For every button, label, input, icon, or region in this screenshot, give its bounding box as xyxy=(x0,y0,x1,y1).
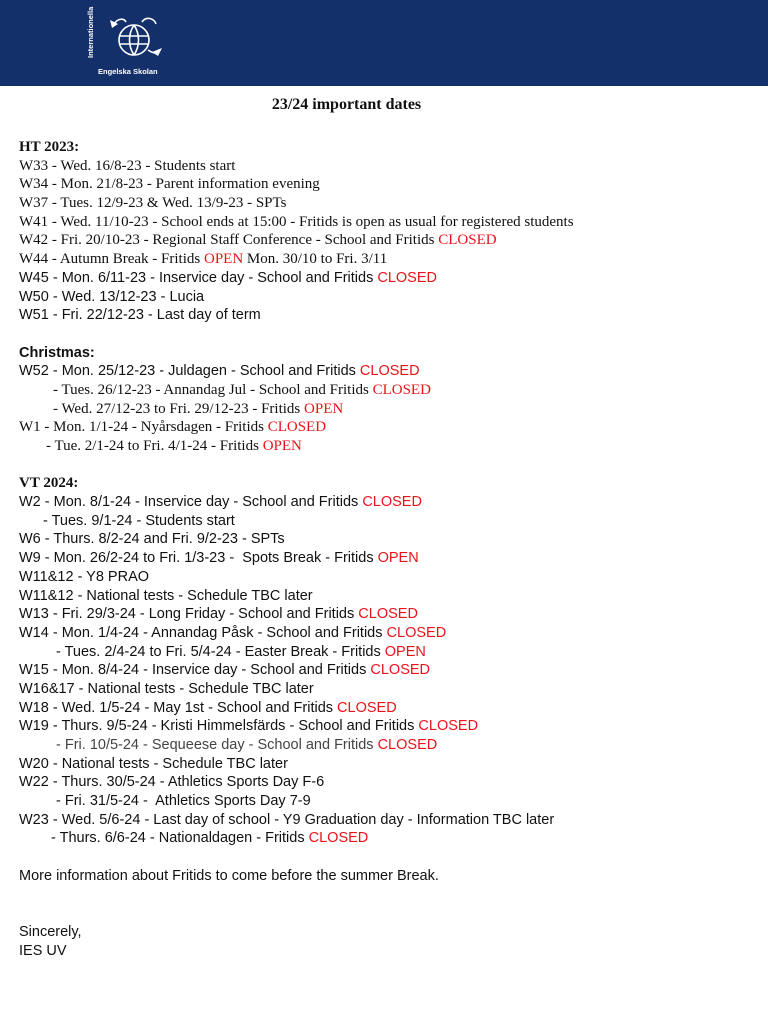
ht-date-line xyxy=(19,175,759,194)
closing-salutation: Sincerely, xyxy=(19,923,82,940)
date-text: - Tue. 2/1-24 to Fri. 4/1-24 - Fritids xyxy=(46,438,263,454)
date-text: W6 - Thurs. 8/2-24 and Fri. 9/2-23 - SPTs xyxy=(19,531,285,548)
date-text: W34 - Mon. 21/8-23 - Parent information evening xyxy=(19,176,320,193)
date-text: W45 - Mon. 6/11-23 - Inservice day - School and Fritids xyxy=(19,269,378,286)
closed-status: CLOSED xyxy=(438,232,497,249)
vt-date-line xyxy=(19,493,759,512)
vt-date-line xyxy=(19,568,759,587)
date-text: W11&12 - National tests - Schedule TBC later xyxy=(19,587,313,604)
vt-date-line xyxy=(19,587,759,606)
vt-heading: VT 2024: xyxy=(19,475,79,492)
date-text: W33 - Wed. 16/8-23 - Students start xyxy=(19,157,236,174)
date-text: - Tues. 2/4-24 to Fri. 5/4-24 - Easter Break - Fritids xyxy=(56,643,385,660)
vt-date-line xyxy=(19,811,759,830)
ht-date-line xyxy=(19,250,759,269)
vt-date-line xyxy=(19,792,759,811)
date-text: W15 - Mon. 8/4-24 - Inservice day - School and Fritids xyxy=(19,662,371,679)
logo-text: Engelska Skolan xyxy=(98,67,158,76)
vt-date-line xyxy=(19,512,759,531)
ht-date-line xyxy=(19,288,759,307)
date-text: W13 - Fri. 29/3-24 - Long Friday - School and Fritids xyxy=(19,606,359,623)
date-text: W16&17 - National tests - Schedule TBC later xyxy=(19,680,314,697)
vt-date-line xyxy=(19,680,759,699)
date-text: W14 - Mon. 1/4-24 - Annandag Påsk - School and Fritids xyxy=(19,624,387,641)
date-text: W23 - Wed. 5/6-24 - Last day of school - Y9 Graduation day - Information TBC later xyxy=(19,811,555,828)
date-text: W20 - National tests - Schedule TBC later xyxy=(19,755,288,772)
date-text: W51 - Fri. 22/12-23 - Last day of term xyxy=(19,307,261,324)
vt-date-line xyxy=(19,643,759,662)
closed-status: CLOSED xyxy=(370,662,431,679)
more-info-text: More information about Fritids to come before the summer Break. xyxy=(19,867,439,884)
signature: IES UV xyxy=(19,942,67,959)
closed-status: CLOSED xyxy=(377,269,437,286)
open-status: OPEN xyxy=(203,251,244,268)
ht-date-line xyxy=(19,231,759,250)
vt-date-line xyxy=(19,736,759,755)
date-text: W52 - Mon. 25/12-23 - Juldagen - School and Fritids xyxy=(19,363,360,380)
date-text: W44 - Autumn Break - Fritids xyxy=(19,251,204,268)
vt-date-line xyxy=(19,699,759,718)
ht-date-line xyxy=(19,269,759,288)
christmas-heading: Christmas: xyxy=(19,344,95,361)
closed-status: CLOSED xyxy=(418,718,479,735)
date-text: W11&12 - Y8 PRAO xyxy=(19,568,150,585)
closed-status: CLOSED xyxy=(308,830,369,847)
closed-status: CLOSED xyxy=(362,494,422,511)
vt-dates-list xyxy=(19,493,759,848)
christmas-date-line xyxy=(19,381,759,400)
ht-heading: HT 2023: xyxy=(19,139,80,155)
ht-date-line xyxy=(19,213,759,232)
date-text: W9 - Mon. 26/2-24 to Fri. 1/3-23 - Spots Break - Fritids xyxy=(19,550,378,567)
ht-date-line xyxy=(19,157,759,176)
date-text: - Tues. 9/1-24 - Students start xyxy=(43,512,235,529)
vt-date-line xyxy=(19,549,759,568)
vt-date-line xyxy=(19,773,759,792)
open-status: OPEN xyxy=(262,438,302,454)
date-text: - Fri. 31/5-24 - Athletics Sports Day 7-9 xyxy=(56,793,311,810)
logo-vertical-text: Internationella xyxy=(86,6,95,58)
vt-date-line xyxy=(19,624,759,643)
ht-date-line xyxy=(19,194,759,213)
open-status: OPEN xyxy=(304,400,344,417)
vt-date-line xyxy=(19,717,759,736)
ht-date-line xyxy=(19,306,759,325)
christmas-dates-list xyxy=(19,362,759,455)
vt-date-line xyxy=(19,755,759,774)
date-text: W42 - Fri. 20/10-23 - Regional Staff Conference - School and Fritids xyxy=(19,232,439,249)
vt-date-line xyxy=(19,530,759,549)
christmas-date-line xyxy=(19,400,759,419)
date-text: W1 - Mon. 1/1-24 - Nyårsdagen - Fritids xyxy=(19,419,268,436)
date-text: - Tues. 26/12-23 - Annandag Jul - School and Fritids xyxy=(53,381,373,398)
closed-status: CLOSED xyxy=(267,419,327,436)
ht-dates-list xyxy=(19,157,759,325)
christmas-date-line xyxy=(19,418,759,437)
document-body xyxy=(19,138,759,960)
christmas-date-line xyxy=(19,437,759,456)
open-status: OPEN xyxy=(384,643,426,660)
closed-status: CLOSED xyxy=(359,363,420,380)
date-text: - Wed. 27/12-23 to Fri. 29/12-23 - Fritids xyxy=(53,400,305,417)
date-text: W22 - Thurs. 30/5-24 - Athletics Sports Day F-6 xyxy=(19,774,325,791)
date-text: W18 - Wed. 1/5-24 - May 1st - School and Fritids xyxy=(19,699,338,716)
closed-status: CLOSED xyxy=(386,624,447,641)
date-text: W37 - Tues. 12/9-23 & Wed. 13/9-23 - SPTs xyxy=(19,195,287,212)
date-text: W41 - Wed. 11/10-23 - School ends at 15:00 - Fritids is open as usual for registered students xyxy=(19,213,574,230)
vt-date-line xyxy=(19,661,759,680)
date-text: - Fri. 10/5-24 - Sequeese day - School and Fritids xyxy=(56,737,378,753)
closed-status: CLOSED xyxy=(358,606,418,623)
closed-status: CLOSED xyxy=(337,699,397,716)
document-title: 23/24 important dates xyxy=(271,96,422,113)
vt-date-line xyxy=(19,605,759,624)
date-text: W2 - Mon. 8/1-24 - Inservice day - School and Fritids xyxy=(19,494,363,511)
open-status: OPEN xyxy=(377,550,419,567)
date-text: Mon. 30/10 to Fri. 3/11 xyxy=(243,251,388,268)
closed-status: CLOSED xyxy=(372,381,431,398)
closed-status: CLOSED xyxy=(377,737,438,753)
date-text: W19 - Thurs. 9/5-24 - Kristi Himmelsfärds - School and Fritids xyxy=(19,718,419,735)
christmas-date-line xyxy=(19,362,759,381)
date-text: W50 - Wed. 13/12-23 - Lucia xyxy=(19,288,205,305)
header-banner xyxy=(0,0,768,86)
vt-date-line xyxy=(19,829,759,848)
date-text: - Thurs. 6/6-24 - Nationaldagen - Fritids xyxy=(51,830,309,847)
